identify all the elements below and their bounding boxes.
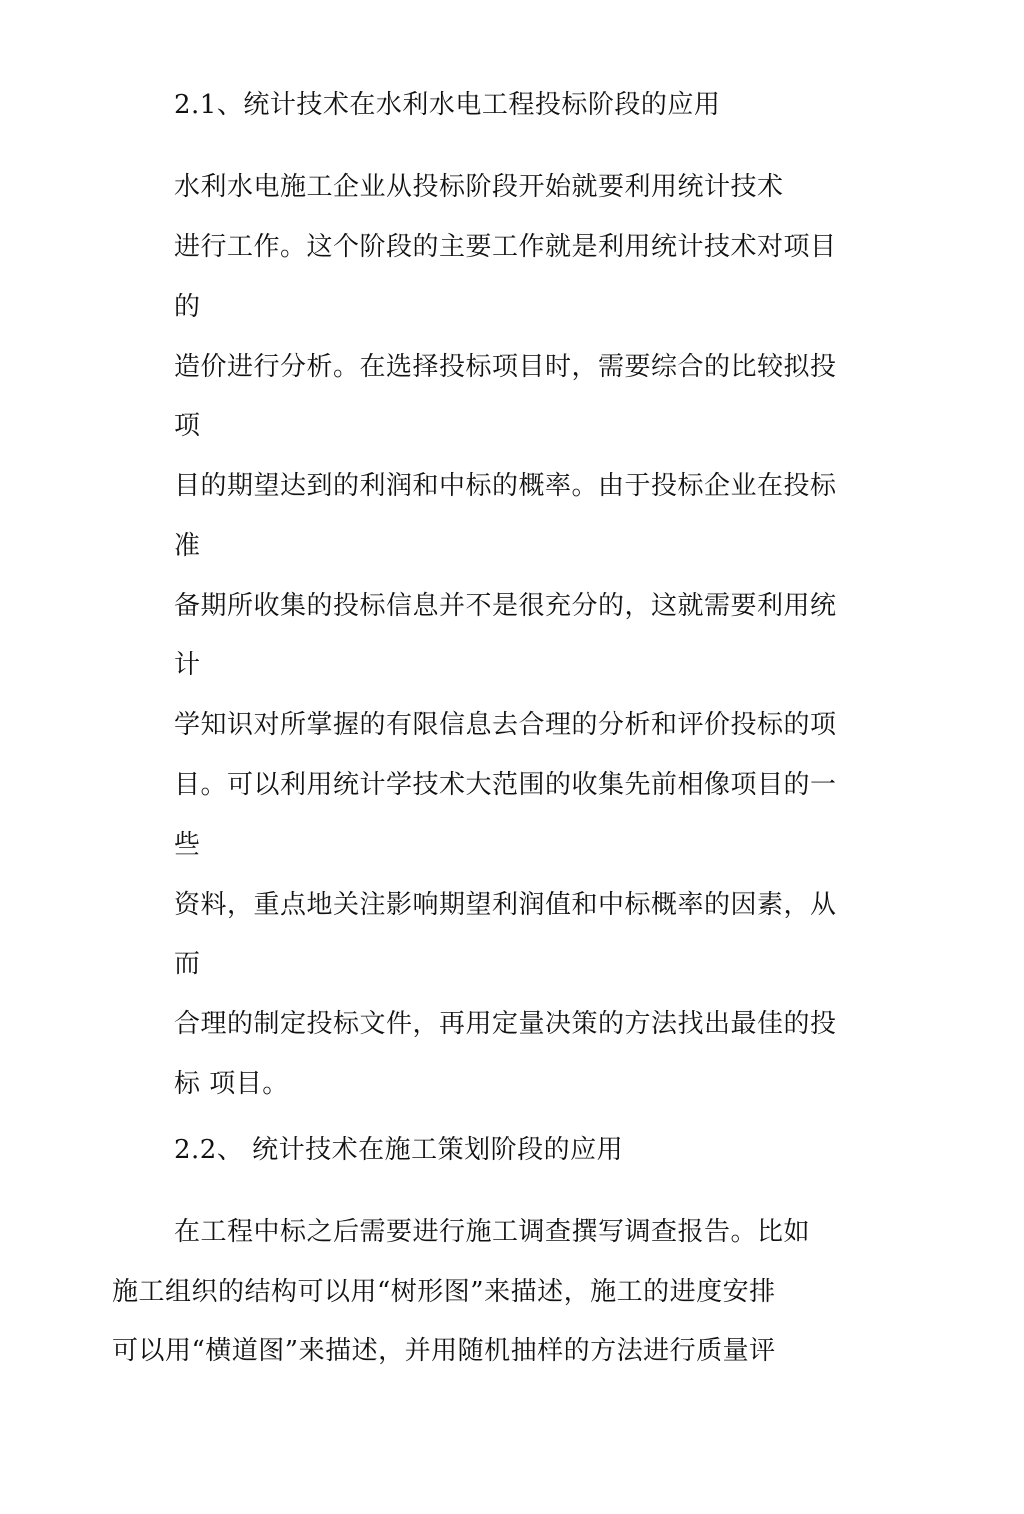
paragraph-line: 可以用“横道图”来描述，并用随机抽样的方法进行质量评 bbox=[112, 1336, 776, 1366]
paragraph-line: 备期所收集的投标信息并不是很充分的，这就需要利用统 bbox=[174, 591, 837, 621]
paragraph-line: 施工组织的结构可以用“树形图”来描述，施工的进度安排 bbox=[112, 1277, 776, 1307]
paragraph-line: 合理的制定投标文件，再用定量决策的方法找出最佳的投 bbox=[174, 1009, 837, 1039]
paragraph-line: 而 bbox=[174, 949, 201, 979]
paragraph-line: 计 bbox=[174, 650, 201, 680]
paragraph-line: 目的期望达到的利润和中标的概率。由于投标企业在投标 bbox=[174, 471, 837, 501]
paragraph-line: 资料，重点地关注影响期望利润值和中标概率的因素，从 bbox=[174, 890, 837, 920]
paragraph-line: 进行工作。这个阶段的主要工作就是利用统计技术对项目 bbox=[174, 232, 837, 262]
paragraph-line: 准 bbox=[174, 531, 201, 561]
paragraph-line: 水利水电施工企业从投标阶段开始就要利用统计技术 bbox=[174, 172, 784, 202]
section-heading-2-1: 2.1、统计技术在水利水电工程投标阶段的应用 bbox=[174, 90, 721, 120]
paragraph-line: 标 项目。 bbox=[174, 1069, 289, 1099]
paragraph-line: 些 bbox=[174, 830, 201, 860]
paragraph-line: 目。可以利用统计学技术大范围的收集先前相像项目的一 bbox=[174, 770, 837, 800]
section-heading-2-2: 2.2、 统计技术在施工策划阶段的应用 bbox=[174, 1135, 624, 1165]
paragraph-line: 项 bbox=[174, 411, 201, 441]
paragraph-line: 的 bbox=[174, 292, 201, 322]
paragraph-line: 学知识对所掌握的有限信息去合理的分析和评价投标的项 bbox=[174, 710, 837, 740]
paragraph-line: 在工程中标之后需要进行施工调查撰写调查报告。比如 bbox=[174, 1217, 811, 1247]
paragraph-line: 造价进行分析。在选择投标项目时，需要综合的比较拟投 bbox=[174, 352, 837, 382]
